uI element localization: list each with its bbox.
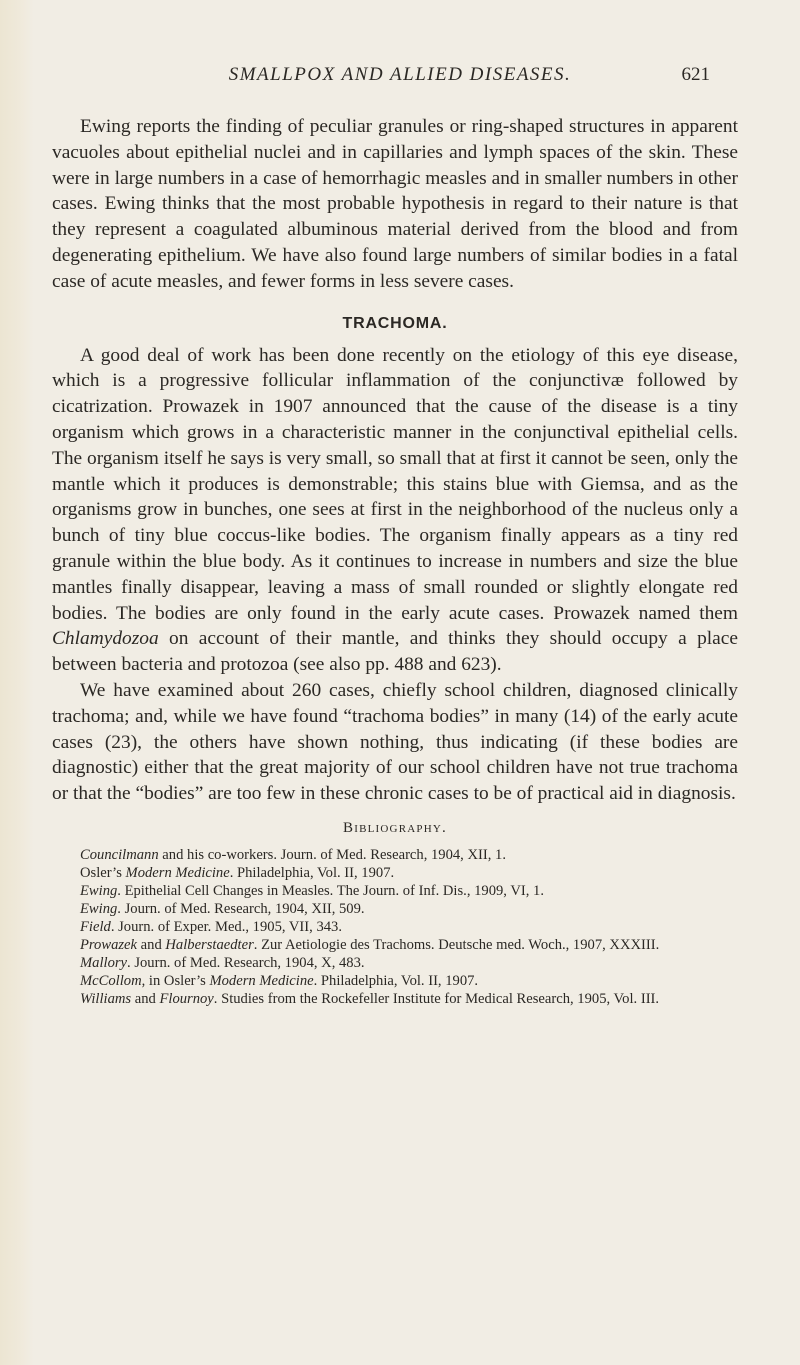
paragraph-text: on account of their mantle, and thinks they should occupy a place between bacteria and protozoa (see also pp. 488 and 623). [52, 628, 738, 676]
bib-text: . Journ. of Exper. Med., 1905, VII, 343. [110, 918, 342, 935]
bib-text: . Journ. of Med. Research, 1904, X, 483. [127, 954, 365, 971]
page-body [52, 114, 738, 1008]
paragraph-text: A good deal of work has been done recently on the etiology of this eye disease, which is a progressive follicular inflammation of the conjunctivæ followed by cicatrization. Prowazek in 1907 announced that the cause of the disease is a tiny organism which grows in a characteristic manner in the conjunctival epithelial cells. The organism itself he says is very small, so small that at first it cannot be seen, only the mantle which it produces is demonstrable; this stains blue with Giemsa, and as the organisms grow in bunches, one sees at first in the neighborhood of the nucleus only a bunch of tiny blue coccus-like bodies. The organism finally appears as a tiny red granule within the blue body. As it continues to increase in numbers and size the blue mantles finally disappear, leaving a mass of small rounded or slightly elongate red bodies. The bodies are only found in the early acute cases. Prowazek named them [52, 344, 738, 624]
bibliography-entry [52, 918, 738, 936]
bibliography-heading: Bibliography. [343, 819, 447, 836]
bib-author: Ewing [80, 900, 118, 917]
bibliography-entry [52, 864, 738, 882]
bib-text: . Epithelial Cell Changes in Measles. The Journ. of Inf. Dis., 1909, VI, 1. [117, 882, 544, 899]
paragraph-ewing: Ewing reports the finding of peculiar granules or ring-shaped structures in apparent vacuoles about epithelial nuclei and in capillaries and lymph spaces of the skin. These were in large numbers in a case of hemorrhagic measles and in smaller numbers in other cases. Ewing thinks that the most probable hypothesis in regard to their nature is that they represent a coagulated albuminous material derived from the blood and from degenerating epithelium. We have also found large numbers of similar bodies in a fatal case of acute measles, and fewer forms in less severe cases. [52, 116, 738, 292]
bib-text: . Philadelphia, Vol. II, 1907. [229, 864, 395, 881]
bib-author: Prowazek [80, 936, 138, 953]
bib-text: . Philadelphia, Vol. II, 1907. [313, 972, 479, 989]
bib-text: , in Osler’s [141, 972, 210, 989]
bibliography-entry [52, 846, 738, 864]
bib-text: and his co-workers. Journ. of Med. Research, 1904, XII, 1. [158, 846, 506, 863]
bib-text: . Studies from the Rockefeller Institute for Medical Research, 1905, Vol. III. [213, 990, 660, 1007]
bib-text: and [131, 990, 160, 1007]
bib-text: Osler’s [80, 864, 126, 881]
bibliography-entry [52, 936, 738, 954]
bib-author: Mallory [80, 954, 128, 971]
bib-author: Councilmann [80, 846, 159, 863]
paragraph-trachoma-etiology [52, 343, 738, 678]
running-head [0, 64, 800, 94]
bib-text: and [137, 936, 166, 953]
bib-book-title: Modern Medicine [125, 864, 230, 881]
bib-book-title: Modern Medicine [209, 972, 314, 989]
bib-author: Flournoy [159, 990, 214, 1007]
bibliography-entry [52, 954, 738, 972]
bib-author: Williams [80, 990, 132, 1007]
section-heading-trachoma: TRACHOMA. [342, 314, 448, 332]
bibliography-entry [52, 882, 738, 900]
bibliography-list [52, 846, 738, 1008]
bib-author: Ewing [80, 882, 118, 899]
bib-text: . Zur Aetiologie des Trachoms. Deutsche med. Woch., 1907, XXXIII. [253, 936, 660, 953]
running-title: SMALLPOX AND ALLIED DISEASES. [228, 64, 572, 85]
term-chlamydozoa: Chlamydozoa [52, 628, 159, 650]
bib-text: . Journ. of Med. Research, 1904, XII, 509. [117, 900, 365, 917]
bib-author: Field [80, 918, 111, 935]
bibliography-entry [52, 990, 738, 1008]
page-edge-shadow [0, 0, 34, 1365]
page-number: 621 [681, 64, 710, 85]
bib-author: McCollom [80, 972, 142, 989]
paragraph-trachoma-cases: We have examined about 260 cases, chiefly school children, diagnosed clinically trachoma; and, while we have found “trachoma bodies” in many (14) of the early acute cases (23), the others have shown nothing, thus indicating (if these bodies are diagnostic) either that the great majority of our school children have not true trachoma or that the “bodies” are too few in these chronic cases to be of practical aid in diagnosis. [52, 679, 738, 805]
bibliography-entry [52, 972, 738, 990]
bib-author: Halberstaedter [165, 936, 254, 953]
bibliography-entry [52, 900, 738, 918]
